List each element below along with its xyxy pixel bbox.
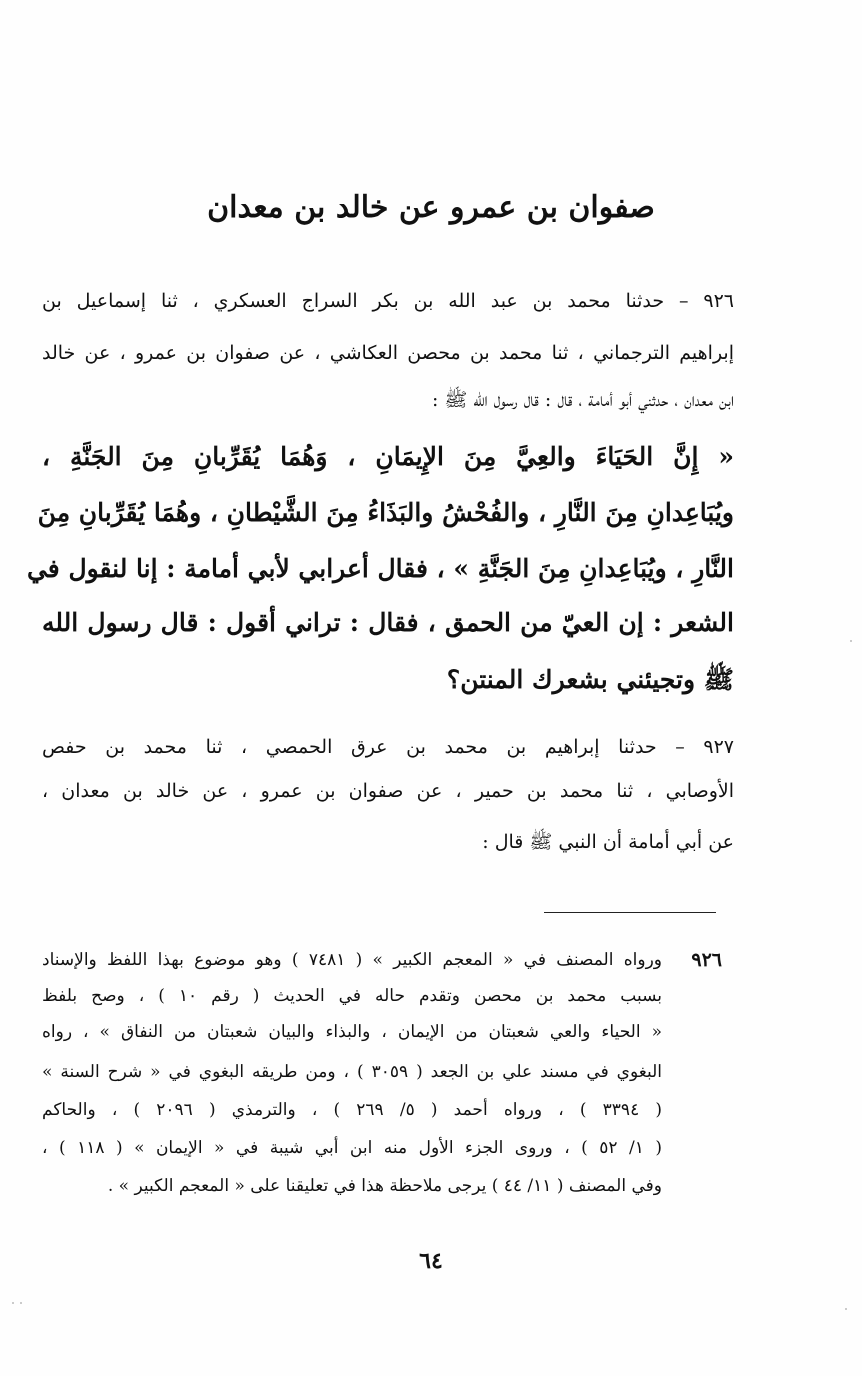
footnote-line-4: البغوي في مسند علي بن الجعد ( ٣٠٥٩ ) ، ومن طريقه البغوي في « شرح السنة » [42, 1062, 662, 1082]
hadith-926-text-line-4: الشعر : إن العيّ من الحمق ، فقال : تراني أقول : قال رسول الله [42, 608, 734, 637]
footnote-line-2: بسبب محمد بن محصن وتقدم حاله في الحديث ( رقم ١٠ ) ، وصح بلفظ [42, 986, 662, 1006]
hadith-926-text-line-3: النَّارِ ، ويُبَاعِدانِ مِنَ الجَنَّةِ » ، فقال أعرابي لأبي أمامة : إنا لنقول في [26, 554, 734, 583]
hadith-926-isnad-line-2: إبراهيم الترجماني ، ثنا محمد بن محصن العكاشي ، عن صفوان بن عمرو ، عن خالد [42, 342, 734, 364]
footnote-number: ٩٢٦ [691, 949, 722, 971]
section-title: صفوان بن عمرو عن خالد بن معدان [207, 190, 655, 225]
footnote-line-3: « الحياء والعي شعبتان من الإيمان ، والبذاء والبيان شعبتان من النفاق » ، رواه [42, 1022, 662, 1042]
scan-speck [20, 1302, 22, 1304]
hadith-926-isnad-line-3: ابن معدان ، حدثني أبو أمامة ، قال : قال رسول الله ﷺ : [431, 389, 734, 411]
scan-speck [12, 1302, 14, 1304]
hadith-927-isnad-line-2: الأوصابي ، ثنا محمد بن حمير ، عن صفوان بن عمرو ، عن خالد بن معدان ، [42, 780, 734, 802]
scan-speck [845, 1308, 847, 1310]
hadith-927-isnad-line-3: عن أبي أمامة أن النبي ﷺ قال : [482, 831, 734, 853]
page-number: ٦٤ [419, 1248, 443, 1274]
footnote-line-7: وفي المصنف ( ١١/ ٤٤ ) يرجى ملاحظة هذا في تعليقنا على « المعجم الكبير » . [107, 1176, 662, 1196]
footnote-separator [544, 912, 716, 913]
footnote-line-5: ( ٣٣٩٤ ) ، ورواه أحمد ( ٥/ ٢٦٩ ) ، والترمذي ( ٢٠٩٦ ) ، والحاكم [42, 1100, 662, 1120]
footnote-line-6: ( ١/ ٥٢ ) ، وروى الجزء الأول منه ابن أبي شيبة في « الإيمان » ( ١١٨ ) ، [42, 1138, 662, 1158]
hadith-927-isnad-line-1: ٩٢٧ – حدثنا إبراهيم بن محمد بن عرق الحمصي ، ثنا محمد بن حفص [42, 736, 734, 758]
hadith-926-text-line-5: ﷺ وتجيئني بشعرك المنتن؟ [446, 665, 734, 694]
scan-speck [850, 640, 852, 642]
hadith-926-text-line-2: ويُبَاعِدانِ مِنَ النَّارِ ، والفُحْشُ والبَذَاءُ مِنَ الشَّيْطانِ ، وهُمَا يُقَرِّبانِ مِنَ [37, 498, 734, 527]
footnote-line-1: ورواه المصنف في « المعجم الكبير » ( ٧٤٨١ ) وهو موضوع بهذا اللفظ والإسناد [42, 950, 662, 970]
hadith-926-isnad-line-1: ٩٢٦ – حدثنا محمد بن عبد الله بن بكر السراج العسكري ، ثنا إسماعيل بن [42, 290, 734, 312]
hadith-926-text-line-1: « إِنَّ الحَيَاءَ والعِيَّ مِنَ الإِيمَانِ ، وَهُمَا يُقَرِّبانِ مِنَ الجَنَّةِ ، [42, 442, 734, 471]
